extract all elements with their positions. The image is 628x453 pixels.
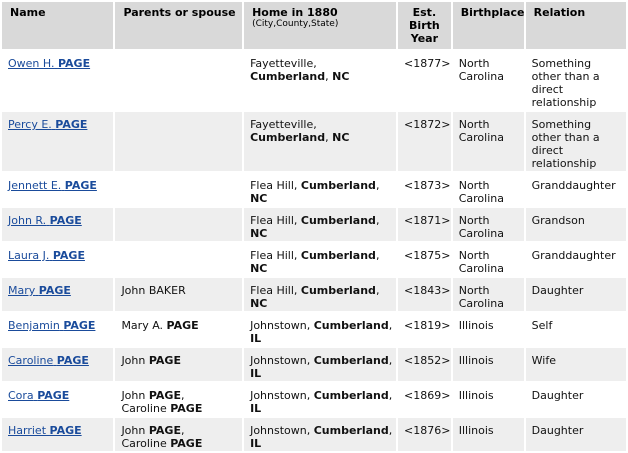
- birthplace-cell: Illinois: [453, 383, 524, 416]
- home-state: NC: [332, 70, 350, 83]
- home-county: Cumberland: [300, 249, 376, 262]
- parent-surname: PAGE: [148, 424, 181, 437]
- birth-year-cell: <1852>: [398, 348, 451, 381]
- parent-entry: [121, 354, 239, 367]
- home-cell: Fayetteville, Cumberland, NC: [244, 112, 396, 171]
- person-surname: PAGE: [52, 249, 85, 262]
- relation-cell: Daughter: [526, 418, 626, 451]
- home-state: IL: [250, 437, 262, 450]
- parents-cell: [115, 383, 242, 416]
- header-home-label: Home in 1880: [252, 6, 338, 19]
- table-row: [2, 418, 626, 451]
- parent-surname: PAGE: [170, 402, 203, 415]
- home-city: Johnstown,: [250, 424, 311, 437]
- person-given-name: Laura J.: [8, 249, 50, 262]
- person-given-name: Percy E.: [8, 118, 52, 131]
- name-cell: [2, 383, 113, 416]
- person-link[interactable]: [8, 249, 85, 262]
- home-city: Johnstown,: [250, 354, 311, 367]
- relation-cell: Wife: [526, 348, 626, 381]
- parent-given-name: John: [121, 354, 146, 367]
- home-city: Flea Hill,: [250, 284, 298, 297]
- parent-entry: [121, 389, 239, 402]
- table-row: [2, 51, 626, 110]
- table-row: [2, 383, 626, 416]
- home-county: Cumberland: [300, 179, 376, 192]
- home-county: Cumberland: [250, 131, 326, 144]
- header-row: [2, 2, 626, 49]
- parent-surname: PAGE: [170, 437, 203, 450]
- person-link[interactable]: [8, 214, 82, 227]
- parents-cell: [115, 348, 242, 381]
- table-row: [2, 173, 626, 206]
- parent-surname: BAKER: [148, 284, 186, 297]
- header-home-sub: (City,County,State): [252, 19, 339, 29]
- relation-cell: Self: [526, 313, 626, 346]
- home-cell: Johnstown, Cumberland, IL: [244, 313, 396, 346]
- parent-given-name: John: [121, 389, 146, 402]
- name-cell: [2, 348, 113, 381]
- parent-given-name: John: [121, 424, 146, 437]
- home-state: NC: [250, 262, 268, 275]
- parents-cell: [115, 208, 242, 241]
- parents-cell: [115, 51, 242, 110]
- home-city: Fayetteville,: [250, 118, 317, 131]
- name-cell: [2, 243, 113, 276]
- birthplace-cell: Illinois: [453, 313, 524, 346]
- name-cell: [2, 278, 113, 311]
- birth-year-cell: <1875>: [398, 243, 451, 276]
- person-surname: PAGE: [57, 57, 91, 70]
- home-city: Flea Hill,: [250, 214, 298, 227]
- table-row: [2, 208, 626, 241]
- person-given-name: Caroline: [8, 354, 54, 367]
- home-cell: Flea Hill, Cumberland, NC: [244, 173, 396, 206]
- parent-surname: PAGE: [148, 354, 181, 367]
- home-cell: Flea Hill, Cumberland, NC: [244, 243, 396, 276]
- home-county: Cumberland: [313, 424, 389, 437]
- birthplace-cell: Illinois: [453, 418, 524, 451]
- parent-entry: [121, 437, 239, 450]
- birthplace-cell: Illinois: [453, 348, 524, 381]
- person-link[interactable]: [8, 118, 87, 131]
- birth-year-cell: <1877>: [398, 51, 451, 110]
- home-state: NC: [332, 131, 350, 144]
- birth-year-cell: <1876>: [398, 418, 451, 451]
- person-surname: PAGE: [38, 284, 71, 297]
- person-link[interactable]: [8, 424, 82, 437]
- person-given-name: Owen H.: [8, 57, 55, 70]
- header-parents: Parents or spouse: [115, 2, 242, 49]
- person-given-name: Mary: [8, 284, 36, 297]
- parents-cell: [115, 243, 242, 276]
- person-surname: PAGE: [37, 389, 70, 402]
- home-cell: Johnstown, Cumberland, IL: [244, 348, 396, 381]
- birth-year-cell: <1869>: [398, 383, 451, 416]
- home-city: Johnstown,: [250, 389, 311, 402]
- home-state: IL: [250, 367, 262, 380]
- table-row: [2, 112, 626, 171]
- name-cell: [2, 313, 113, 346]
- header-home: [244, 2, 396, 49]
- parents-cell: [115, 173, 242, 206]
- person-surname: PAGE: [55, 118, 88, 131]
- relation-cell: Something other than a direct relationship: [526, 51, 626, 110]
- home-cell: Johnstown, Cumberland, IL: [244, 418, 396, 451]
- relation-cell: Granddaughter: [526, 173, 626, 206]
- relation-cell: Grandson: [526, 208, 626, 241]
- parent-entry: [121, 319, 239, 332]
- name-cell: [2, 418, 113, 451]
- person-surname: PAGE: [63, 319, 96, 332]
- person-given-name: John R.: [8, 214, 47, 227]
- person-given-name: Jennett E.: [8, 179, 62, 192]
- home-state: IL: [250, 332, 262, 345]
- home-state: NC: [250, 227, 268, 240]
- person-surname: PAGE: [49, 214, 82, 227]
- home-county: Cumberland: [313, 319, 389, 332]
- person-link[interactable]: [8, 179, 97, 192]
- home-county: Cumberland: [313, 389, 389, 402]
- birth-year-cell: <1843>: [398, 278, 451, 311]
- home-county: Cumberland: [250, 70, 326, 83]
- parent-entry: [121, 424, 239, 437]
- parent-given-name: Caroline: [121, 402, 167, 415]
- person-surname: PAGE: [56, 354, 89, 367]
- home-city: Johnstown,: [250, 319, 311, 332]
- parent-given-name: Caroline: [121, 437, 167, 450]
- home-city: Flea Hill,: [250, 179, 298, 192]
- name-cell: [2, 173, 113, 206]
- relation-cell: Daughter: [526, 383, 626, 416]
- birthplace-cell: North Carolina: [453, 243, 524, 276]
- parent-separator: ,: [180, 424, 185, 437]
- relation-cell: Something other than a direct relationship: [526, 112, 626, 171]
- birth-year-cell: <1872>: [398, 112, 451, 171]
- name-cell: [2, 112, 113, 171]
- person-given-name: Harriet: [8, 424, 47, 437]
- person-given-name: Benjamin: [8, 319, 60, 332]
- home-cell: Flea Hill, Cumberland, NC: [244, 208, 396, 241]
- header-name: Name: [2, 2, 113, 49]
- parent-entry: [121, 284, 239, 297]
- home-state: NC: [250, 192, 268, 205]
- person-link[interactable]: [8, 57, 90, 70]
- birthplace-cell: North Carolina: [453, 173, 524, 206]
- person-surname: PAGE: [49, 424, 82, 437]
- parents-cell: [115, 278, 242, 311]
- name-cell: [2, 208, 113, 241]
- table-row: [2, 243, 626, 276]
- header-relation: Relation: [526, 2, 626, 49]
- birth-year-cell: <1873>: [398, 173, 451, 206]
- birth-year-cell: <1871>: [398, 208, 451, 241]
- home-county: Cumberland: [300, 214, 376, 227]
- person-surname: PAGE: [64, 179, 97, 192]
- header-birthplace: Birthplace: [453, 2, 524, 49]
- parents-cell: [115, 313, 242, 346]
- person-link[interactable]: [8, 389, 69, 402]
- home-city: Fayetteville,: [250, 57, 317, 70]
- birth-year-cell: <1819>: [398, 313, 451, 346]
- home-state: NC: [250, 297, 268, 310]
- birthplace-cell: North Carolina: [453, 208, 524, 241]
- person-given-name: Cora: [8, 389, 34, 402]
- relation-cell: Daughter: [526, 278, 626, 311]
- parent-given-name: John: [121, 284, 146, 297]
- birthplace-cell: North Carolina: [453, 112, 524, 171]
- table-row: [2, 278, 626, 311]
- home-county: Cumberland: [313, 354, 389, 367]
- header-birth-year: Est. Birth Year: [398, 2, 451, 49]
- parent-given-name: Mary A.: [121, 319, 164, 332]
- name-cell: [2, 51, 113, 110]
- home-county: Cumberland: [300, 284, 376, 297]
- home-state: IL: [250, 402, 262, 415]
- home-cell: Johnstown, Cumberland, IL: [244, 383, 396, 416]
- parent-entry: [121, 402, 239, 415]
- parent-surname: PAGE: [148, 389, 181, 402]
- parents-cell: [115, 112, 242, 171]
- birthplace-cell: North Carolina: [453, 51, 524, 110]
- person-link[interactable]: [8, 319, 95, 332]
- table-row: [2, 313, 626, 346]
- parents-cell: [115, 418, 242, 451]
- home-city: Flea Hill,: [250, 249, 298, 262]
- birthplace-cell: North Carolina: [453, 278, 524, 311]
- person-link[interactable]: [8, 354, 89, 367]
- person-link[interactable]: [8, 284, 71, 297]
- relation-cell: Granddaughter: [526, 243, 626, 276]
- home-cell: Flea Hill, Cumberland, NC: [244, 278, 396, 311]
- table-row: [2, 348, 626, 381]
- home-cell: Fayetteville, Cumberland, NC: [244, 51, 396, 110]
- parent-separator: ,: [180, 389, 185, 402]
- parent-surname: PAGE: [166, 319, 199, 332]
